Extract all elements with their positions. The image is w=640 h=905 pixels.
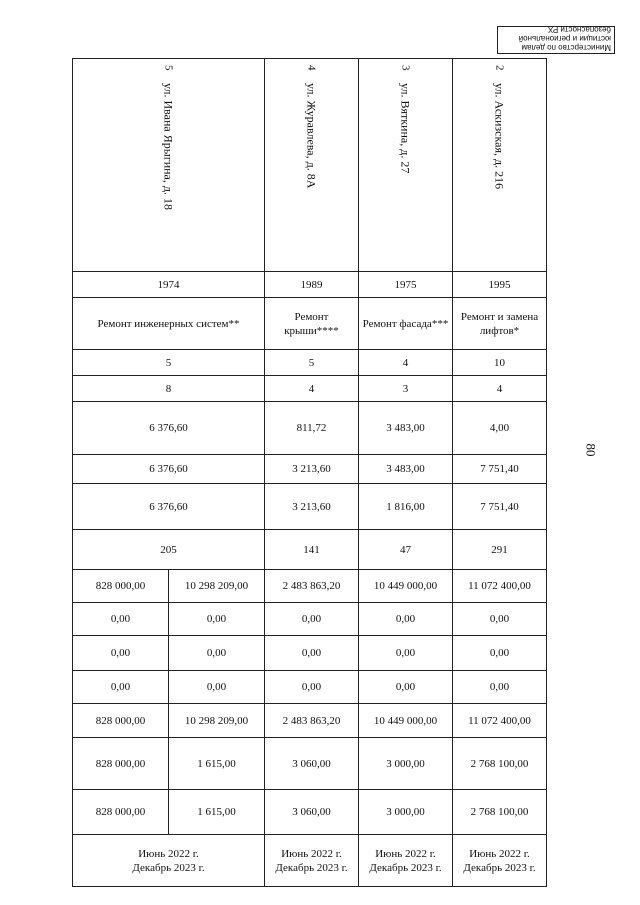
table-cell: 10 298 209,00 [169,570,265,603]
header-cell [453,59,547,272]
table-cell: 3 213,60 [265,455,359,484]
table-cell: 0,00 [359,603,453,636]
table-row [73,298,547,350]
stamp-line: юстиции и региональной [518,34,611,43]
table-cell: 0,00 [453,671,547,704]
table-cell: 11 072 400,00 [453,704,547,738]
period-start: Июнь 2022 г. [281,847,342,860]
table-cell: 1 816,00 [359,484,453,530]
table-cell: 0,00 [169,603,265,636]
table-cell: 3 483,00 [359,402,453,455]
table-row [73,603,547,636]
table-cell: 3 [359,376,453,402]
table-row [73,790,547,835]
table-cell: 828 000,00 [73,738,169,790]
table-cell: Ремонт крыши**** [265,298,359,350]
header-cell [265,59,359,272]
table-cell: 47 [359,530,453,570]
table-cell: 10 449 000,00 [359,570,453,603]
ministry-stamp [497,26,615,54]
table-cell: 6 376,60 [73,402,265,455]
header-cell [73,59,265,272]
period-end: Декабрь 2023 г. [369,861,442,874]
table-cell: 7 751,40 [453,484,547,530]
table-cell: 0,00 [73,603,169,636]
table-row [73,530,547,570]
table-row [73,376,547,402]
column-number: 3 [399,65,412,71]
table-cell: 5 [265,350,359,376]
column-number: 2 [493,65,506,71]
table-cell: 11 072 400,00 [453,570,547,603]
stamp-line: безопасности РХ [547,25,611,34]
table-cell: 3 213,60 [265,484,359,530]
table-row [73,704,547,738]
column-number: 5 [162,65,175,71]
period-cell [265,835,359,887]
column-address: ул. Ивана Ярыгина, д. 18 [161,82,176,210]
table-cell: 0,00 [265,603,359,636]
stamp-line: Министерство по делам [521,43,611,52]
table-row [73,570,547,603]
header-cell [359,59,453,272]
table-cell: 3 060,00 [265,738,359,790]
table-cell: Ремонт фасада*** [359,298,453,350]
table-cell: 0,00 [73,671,169,704]
table-cell: 6 376,60 [73,455,265,484]
table-cell: 6 376,60 [73,484,265,530]
table-cell: 0,00 [359,636,453,671]
table-cell: 10 [453,350,547,376]
table-cell: 0,00 [265,636,359,671]
table-cell: 1 615,00 [169,790,265,835]
table-cell: 1975 [359,272,453,298]
table-cell: Ремонт и замена лифтов* [453,298,547,350]
table-cell: 4 [265,376,359,402]
table-cell: 828 000,00 [73,704,169,738]
table-cell: 10 449 000,00 [359,704,453,738]
table-cell: 10 298 209,00 [169,704,265,738]
table-cell: 0,00 [453,603,547,636]
table-cell: 3 060,00 [265,790,359,835]
period-cell [73,835,265,887]
table-cell: 141 [265,530,359,570]
table-cell: 291 [453,530,547,570]
table-row [73,484,547,530]
column-address: ул. Вяткина, д. 27 [398,82,413,173]
table-cell: 1 615,00 [169,738,265,790]
period-start: Июнь 2022 г. [469,847,530,860]
table-cell: 1995 [453,272,547,298]
table-row [73,59,547,272]
table-row [73,738,547,790]
table-row [73,402,547,455]
table-cell: 811,72 [265,402,359,455]
table-cell: 0,00 [453,636,547,671]
table-cell: 1989 [265,272,359,298]
table-cell: 3 000,00 [359,790,453,835]
table-cell: 7 751,40 [453,455,547,484]
table-cell: 828 000,00 [73,570,169,603]
period-cell [359,835,453,887]
table-row [73,455,547,484]
period-start: Июнь 2022 г. [375,847,436,860]
column-address: ул. Аскизская, д. 216 [492,82,507,189]
table-cell: 3 000,00 [359,738,453,790]
table-cell: 3 483,00 [359,455,453,484]
table-cell: Ремонт инженерных систем** [73,298,265,350]
table-row [73,835,547,887]
column-address: ул. Журавлева, д. 8А [304,82,319,188]
table-cell: 8 [73,376,265,402]
period-end: Декабрь 2023 г. [463,861,536,874]
period-end: Декабрь 2023 г. [132,861,205,874]
table-cell: 4 [359,350,453,376]
table-cell: 4,00 [453,402,547,455]
column-number: 4 [305,65,318,71]
table-row [73,272,547,298]
table-cell: 828 000,00 [73,790,169,835]
table-cell: 0,00 [169,636,265,671]
table-cell: 2 483 863,20 [265,570,359,603]
table-cell: 4 [453,376,547,402]
period-end: Декабрь 2023 г. [275,861,348,874]
table-row [73,636,547,671]
buildings-table [72,58,547,887]
table-cell: 0,00 [265,671,359,704]
table-cell: 2 768 100,00 [453,738,547,790]
page-number: 80 [583,443,599,457]
table-cell: 5 [73,350,265,376]
period-start: Июнь 2022 г. [138,847,199,860]
table-cell: 205 [73,530,265,570]
table-row [73,671,547,704]
table-cell: 0,00 [169,671,265,704]
table-cell: 2 768 100,00 [453,790,547,835]
table-cell: 0,00 [73,636,169,671]
period-cell [453,835,547,887]
table-cell: 2 483 863,20 [265,704,359,738]
table-cell: 0,00 [359,671,453,704]
table-cell: 1974 [73,272,265,298]
table-row [73,350,547,376]
